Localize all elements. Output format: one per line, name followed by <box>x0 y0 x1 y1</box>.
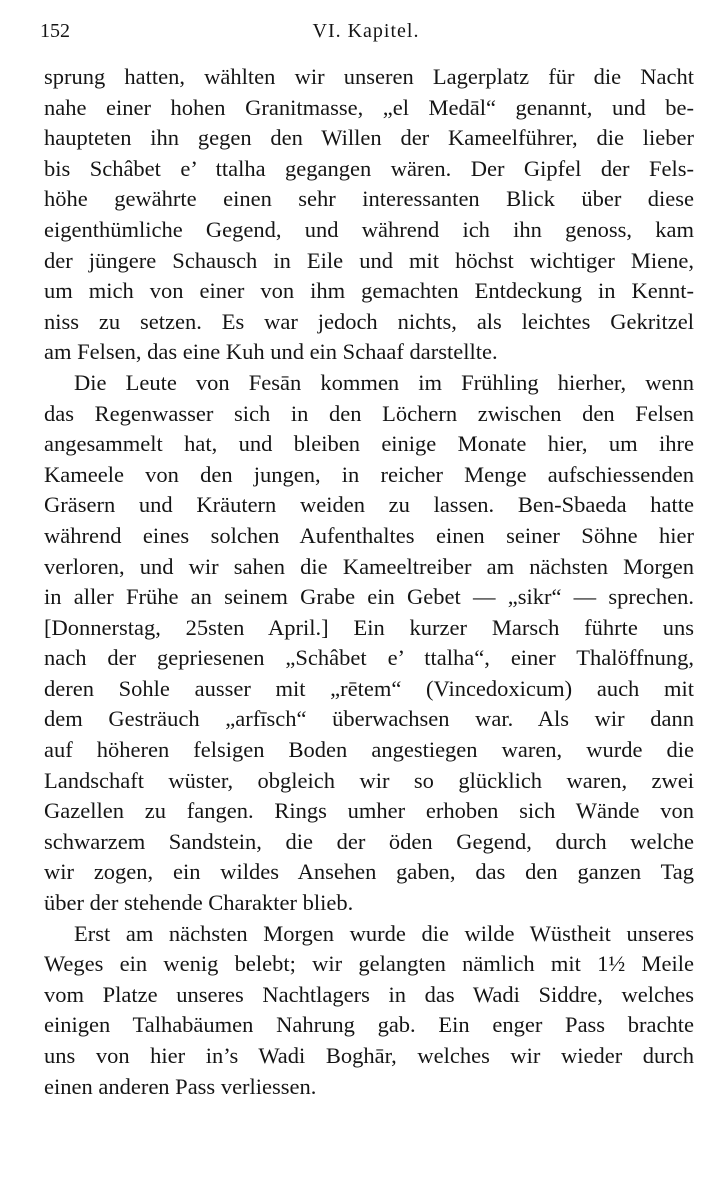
text-line: dem Gesträuch „arfīsch“ überwachsen war. Als wir dann <box>44 706 694 732</box>
text-line: wir zogen, ein wildes Ansehen gaben, das den ganzen Tag <box>44 859 694 885</box>
text-line: sprung hatten, wählten wir unseren Lagerplatz für die Nacht <box>44 64 694 89</box>
text-line: am Felsen, das eine Kuh und ein Schaaf darstellte. <box>44 339 498 365</box>
paragraph-1 <box>44 62 694 368</box>
paragraph-4 <box>44 919 694 1103</box>
text-line: während eines solchen Aufenthaltes einen seiner Söhne hier <box>44 522 694 548</box>
text-line: über der stehende Charakter blieb. <box>44 890 354 916</box>
page-number: 152 <box>40 20 70 42</box>
paragraph-3 <box>44 613 694 919</box>
text-line: nahe einer hohen Granitmasse, „el Medāl“ genannt, und be- <box>44 94 694 120</box>
text-line: um mich von einer von ihm gemachten Entdeckung in Kennt- <box>44 278 694 304</box>
text-line: Kameele von den jungen, in reicher Menge aufschiessenden <box>44 461 694 487</box>
text-line: bis Schâbet e’ ttalha gegangen wären. Der Gipfel der Fels- <box>44 155 694 181</box>
text-line: angesammelt hat, und bleiben einige Monate hier, um ihre <box>44 431 694 457</box>
text-line: einen anderen Pass verliessen. <box>44 1073 317 1099</box>
paragraph-2 <box>44 368 694 613</box>
text-line: höhe gewährte einen sehr interessanten Blick über diese <box>44 186 694 212</box>
text-line: in aller Frühe an seinem Grabe ein Gebet — „sikr“ — sprechen. <box>44 584 694 610</box>
text-line: niss zu setzen. Es war jedoch nichts, als leichtes Gekritzel <box>44 308 694 334</box>
page-header <box>40 20 692 50</box>
text-line: schwarzem Sandstein, die der öden Gegend, durch welche <box>44 828 694 854</box>
text-line: Gazellen zu fangen. Rings umher erhoben sich Wände von <box>44 798 694 824</box>
text-line: Landschaft wüster, obgleich wir so glücklich waren, zwei <box>44 767 694 793</box>
text-line: Gräsern und Kräutern weiden zu lassen. Ben-Sbaeda hatte <box>44 492 694 518</box>
text-line: uns von hier in’s Wadi Boghār, welches wir wieder durch <box>44 1043 694 1068</box>
text-line: der jüngere Schausch in Eile und mit höchst wichtiger Miene, <box>44 247 694 273</box>
text-line: Die Leute von Fesān kommen im Frühling hierher, wenn <box>74 369 694 395</box>
text-line: Erst am nächsten Morgen wurde die wilde Wüstheit unseres <box>74 920 694 946</box>
text-line: haupteten ihn gegen den Willen der Kameelführer, die lieber <box>44 125 694 151</box>
body-text <box>44 62 694 1102</box>
text-line: deren Sohle ausser mit „rētem“ (Vincedoxicum) auch mit <box>44 675 694 701</box>
text-line: [Donnerstag, 25sten April.] Ein kurzer Marsch führte uns <box>44 614 694 640</box>
text-line: eigenthümliche Gegend, und während ich ihn genoss, kam <box>44 216 694 242</box>
running-head: VI. Kapitel. <box>312 20 420 42</box>
text-line: auf höheren felsigen Boden angestiegen waren, wurde die <box>44 737 694 763</box>
text-line: das Regenwasser sich in den Löchern zwischen den Felsen <box>44 400 694 426</box>
text-line: vom Platze unseres Nachtlagers in das Wadi Siddre, welches <box>44 981 694 1007</box>
text-line: nach der gepriesenen „Schâbet e’ ttalha“, einer Thalöffnung, <box>44 645 694 671</box>
text-line: Weges ein wenig belebt; wir gelangten nämlich mit 1½ Meile <box>44 951 694 977</box>
text-line: einigen Talhabäumen Nahrung gab. Ein enger Pass brachte <box>44 1012 694 1038</box>
text-line: verloren, und wir sahen die Kameeltreiber am nächsten Morgen <box>44 553 694 579</box>
